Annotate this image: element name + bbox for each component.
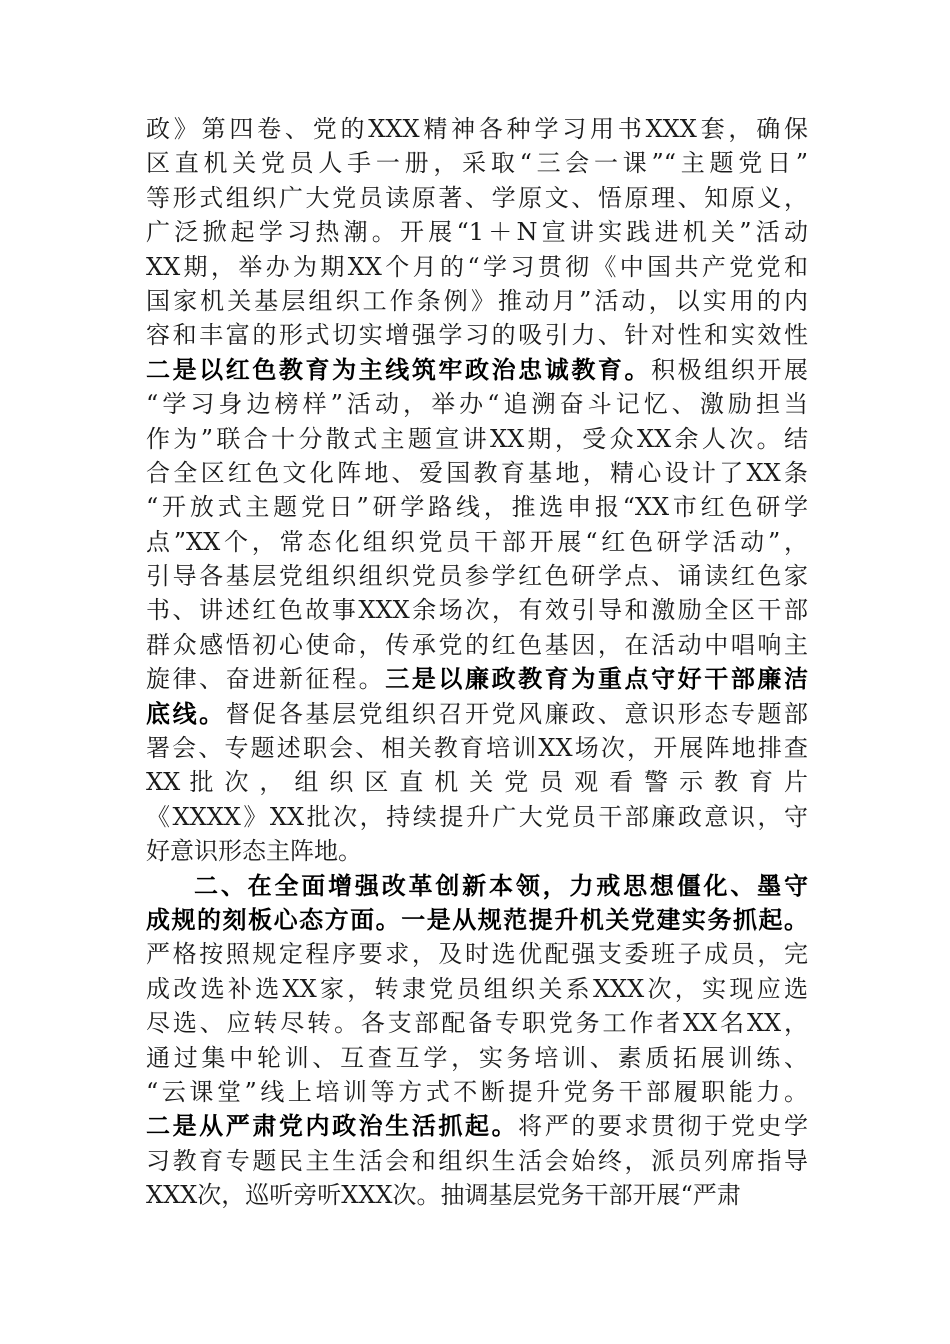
text-line xyxy=(146,318,808,352)
text-line xyxy=(146,146,808,180)
text-line xyxy=(146,525,808,559)
text-line xyxy=(146,456,808,490)
text-line xyxy=(146,593,808,627)
text-line xyxy=(146,490,808,524)
text-run: 国家机关基层组织工作条例》推动月”活动，以实用的内 xyxy=(146,286,808,315)
text-run: 群众感悟初心使命，传承党的红色基因，在活动中唱响主 xyxy=(146,630,808,659)
text-run: “云课堂”线上培训等方式不断提升党务干部履职能力。 xyxy=(146,1077,808,1106)
text-run: 署会、专题述职会、相关教育培训XX场次，开展阵地排查 xyxy=(146,734,808,763)
text-line xyxy=(146,869,808,903)
text-line xyxy=(146,559,808,593)
text-line xyxy=(146,112,808,146)
text-line xyxy=(146,422,808,456)
text-line xyxy=(146,662,808,696)
text-line xyxy=(146,765,808,799)
text-run: 《XXXX》XX批次，持续提升广大党员干部廉政意识，守 xyxy=(146,802,808,831)
bold-heading-run: 成规的刻板心态方面。一是从规范提升机关党建实务抓起。 xyxy=(146,904,808,934)
text-run: “学习身边榜样”活动，举办“追溯奋斗记忆、激励担当 xyxy=(146,390,808,419)
text-run: 严格按照规定程序要求，及时选优配强支委班子成员，完 xyxy=(146,940,808,969)
text-line xyxy=(146,903,808,937)
text-run: 旋律、奋进新征程。 xyxy=(146,665,386,694)
text-line xyxy=(146,1109,808,1143)
text-run: 积极组织开展 xyxy=(651,355,809,384)
text-run: “开放式主题党日”研学路线，推选申报“XX市红色研学 xyxy=(146,493,808,522)
text-line xyxy=(146,731,808,765)
text-run: 容和丰富的形式切实增强学习的吸引力、针对性和实效性 xyxy=(146,321,808,350)
text-run: 成改选补选XX家，转隶党员组织关系XXX次，实现应选 xyxy=(146,974,808,1003)
text-run: 作为”联合十分散式主题宣讲XX期，受众XX余人次。结 xyxy=(146,424,808,453)
text-line xyxy=(146,353,808,387)
text-line xyxy=(146,1075,808,1109)
text-line xyxy=(146,937,808,971)
text-line xyxy=(146,1178,808,1212)
text-line xyxy=(146,1041,808,1075)
text-run: 合全区红色文化阵地、爱国教育基地，精心设计了XX条 xyxy=(146,458,808,487)
text-run: 区直机关党员人手一册，采取“三会一课”“主题党日” xyxy=(146,149,808,178)
text-run: XXX次，巡听旁听XXX次。抽调基层党务干部开展“严肃 xyxy=(146,1181,741,1210)
text-line xyxy=(146,800,808,834)
text-line xyxy=(146,284,808,318)
bold-heading-run: 二是从严肃党内政治生活抓起。 xyxy=(146,1111,519,1141)
text-run: 通过集中轮训、互查互学，实务培训、素质拓展训练、 xyxy=(146,1043,808,1072)
text-line xyxy=(146,1006,808,1040)
bold-heading-run: 二是以红色教育为主线筑牢政治忠诚教育。 xyxy=(146,354,652,384)
text-run: 督促各基层党组织召开党风廉政、意识形态专题部 xyxy=(225,699,808,728)
text-line xyxy=(146,972,808,1006)
text-run: 广泛掀起学习热潮。开展“1＋N宣讲实践进机关”活动 xyxy=(146,218,808,247)
text-run: 习教育专题民主生活会和组织生活会始终，派员列席指导 xyxy=(146,1146,808,1175)
text-run: XX 批 次 ， 组 织 区 直 机 关 党 员 观 看 警 示 教 育 片 xyxy=(146,768,808,797)
text-line xyxy=(146,181,808,215)
text-run: 引导各基层党组织组织党员参学红色研学点、诵读红色家 xyxy=(146,562,808,591)
text-line xyxy=(146,387,808,421)
bold-heading-run: 底线。 xyxy=(146,698,226,728)
text-run: 等形式组织广大党员读原著、学原文、悟原理、知原义， xyxy=(146,183,808,212)
text-run: 尽选、应转尽转。各支部配备专职党务工作者XX名XX， xyxy=(146,1009,808,1038)
text-run: 政》第四卷、党的XXX精神各种学习用书XXX套，确保 xyxy=(146,115,808,143)
text-line xyxy=(146,215,808,249)
text-run: 将严的要求贯彻于党史学 xyxy=(518,1112,809,1141)
text-run: 好意识形态主阵地。 xyxy=(146,837,362,866)
bold-heading-run: 二、在全面增强改革创新本领，力戒思想僵化、墨守 xyxy=(194,870,808,900)
text-run: XX期，举办为期XX个月的“学习贯彻《中国共产党党和 xyxy=(146,252,808,281)
text-line xyxy=(146,250,808,284)
text-line xyxy=(146,697,808,731)
text-line xyxy=(146,1144,808,1178)
text-run: 点”XX个，常态化组织党员干部开展“红色研学活动”， xyxy=(146,527,808,556)
document-body-text xyxy=(146,112,808,1213)
text-line xyxy=(146,628,808,662)
bold-heading-run: 三是以廉政教育为重点守好干部廉洁 xyxy=(385,664,808,694)
text-run: 书、讲述红色故事XXX余场次，有效引导和激励全区干部 xyxy=(146,596,808,625)
text-line xyxy=(146,834,808,868)
